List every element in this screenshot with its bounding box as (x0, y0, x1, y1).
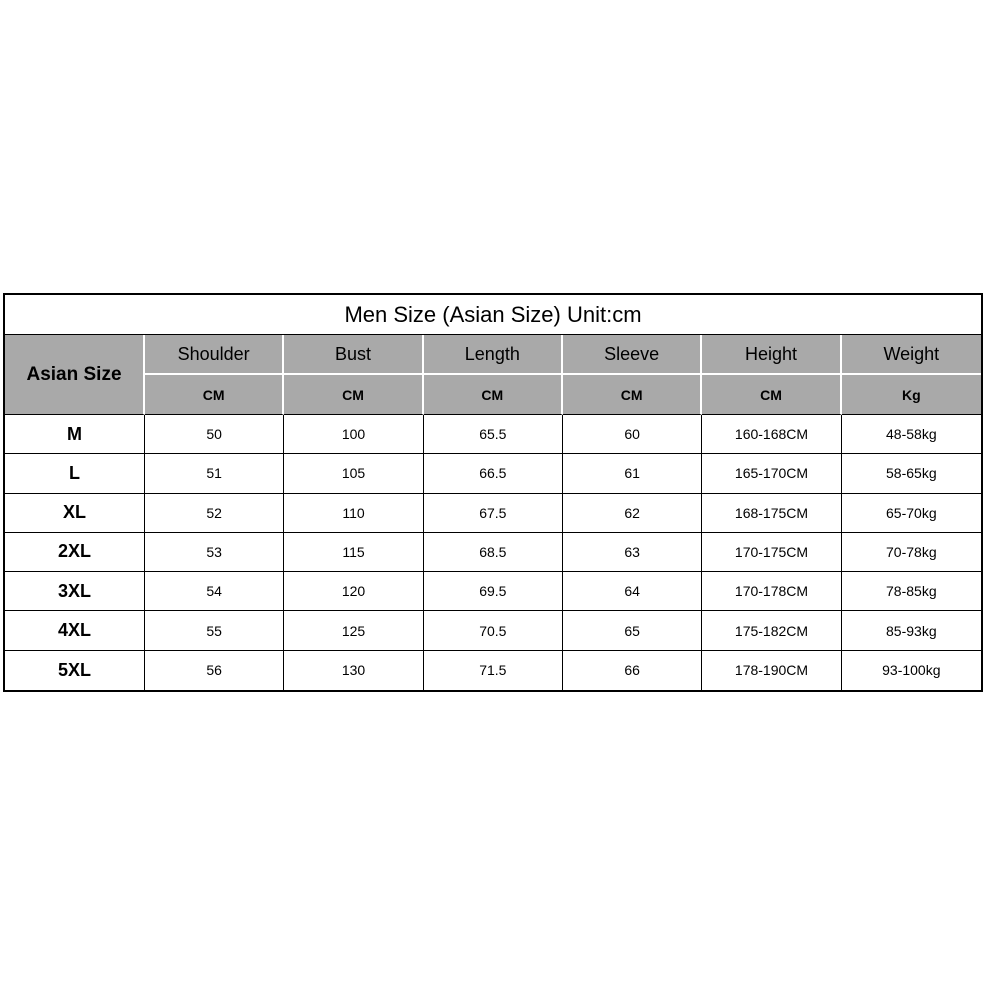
column-header-sleeve: Sleeve (563, 335, 702, 375)
table-cell: 66.5 (424, 454, 563, 493)
size-label: L (5, 454, 145, 493)
table-cell: 62 (563, 494, 702, 533)
table-cell: 51 (145, 454, 284, 493)
table-cell: 175-182CM (702, 611, 841, 650)
table-cell: 56 (145, 651, 284, 690)
table-cell: 105 (284, 454, 423, 493)
table-cell: 65-70kg (842, 494, 981, 533)
table-cell: 48-58kg (842, 415, 981, 454)
size-label: 4XL (5, 611, 145, 650)
column-header-height: Height (702, 335, 841, 375)
table-cell: 66 (563, 651, 702, 690)
table-cell: 54 (145, 572, 284, 611)
column-header-bust: Bust (284, 335, 423, 375)
size-label: 3XL (5, 572, 145, 611)
table-cell: 93-100kg (842, 651, 981, 690)
column-unit-shoulder: CM (145, 375, 284, 415)
table-cell: 160-168CM (702, 415, 841, 454)
size-label: 5XL (5, 651, 145, 690)
table-cell: 115 (284, 533, 423, 572)
size-label: 2XL (5, 533, 145, 572)
table-cell: 61 (563, 454, 702, 493)
table-cell: 53 (145, 533, 284, 572)
column-header-shoulder: Shoulder (145, 335, 284, 375)
table-cell: 170-175CM (702, 533, 841, 572)
table-cell: 130 (284, 651, 423, 690)
table-cell: 64 (563, 572, 702, 611)
table-cell: 52 (145, 494, 284, 533)
table-cell: 67.5 (424, 494, 563, 533)
table-cell: 71.5 (424, 651, 563, 690)
table-cell: 100 (284, 415, 423, 454)
table-cell: 178-190CM (702, 651, 841, 690)
table-cell: 68.5 (424, 533, 563, 572)
table-cell: 69.5 (424, 572, 563, 611)
size-label: M (5, 415, 145, 454)
table-cell: 60 (563, 415, 702, 454)
size-label: XL (5, 494, 145, 533)
table-cell: 168-175CM (702, 494, 841, 533)
column-unit-weight: Kg (842, 375, 981, 415)
table-cell: 50 (145, 415, 284, 454)
column-unit-height: CM (702, 375, 841, 415)
table-cell: 120 (284, 572, 423, 611)
table-cell: 165-170CM (702, 454, 841, 493)
table-cell: 110 (284, 494, 423, 533)
table-cell: 58-65kg (842, 454, 981, 493)
size-chart-table (3, 293, 983, 692)
column-header-weight: Weight (842, 335, 981, 375)
table-cell: 63 (563, 533, 702, 572)
table-title: Men Size (Asian Size) Unit:cm (5, 295, 981, 335)
table-cell: 65.5 (424, 415, 563, 454)
table-cell: 170-178CM (702, 572, 841, 611)
table-cell: 125 (284, 611, 423, 650)
column-unit-sleeve: CM (563, 375, 702, 415)
table-cell: 65 (563, 611, 702, 650)
table-cell: 55 (145, 611, 284, 650)
table-cell: 70.5 (424, 611, 563, 650)
table-cell: 70-78kg (842, 533, 981, 572)
column-unit-bust: CM (284, 375, 423, 415)
table-cell: 78-85kg (842, 572, 981, 611)
column-header-length: Length (424, 335, 563, 375)
row-header-asian-size: Asian Size (5, 335, 145, 415)
table-cell: 85-93kg (842, 611, 981, 650)
column-unit-length: CM (424, 375, 563, 415)
